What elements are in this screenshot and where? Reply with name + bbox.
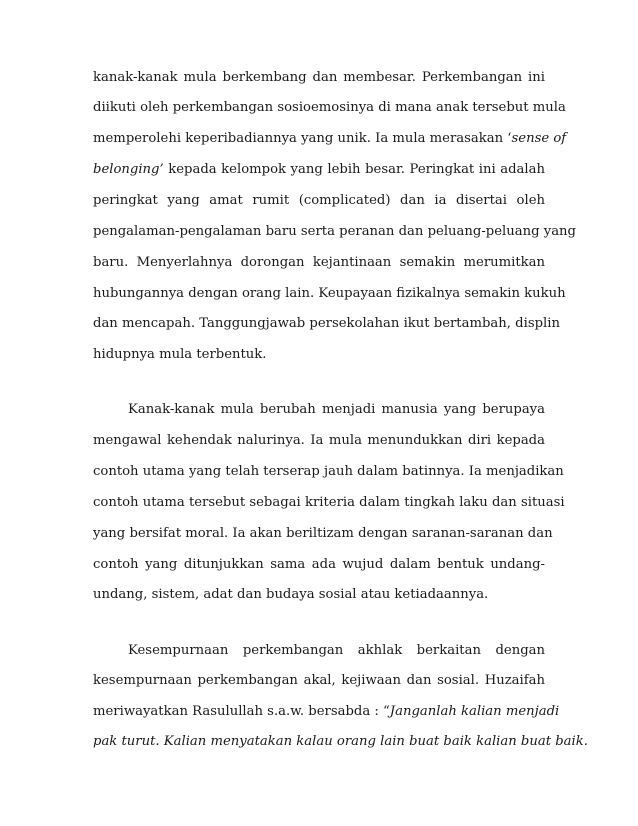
paragraph-2-line-3: contoh utama yang telah terserap jauh dalam batinnya. Ia menjadikan [93,464,564,479]
paragraph-3-line-3-text: meriwayatkan Rasulullah s.a.w. bersabda : “ [93,704,390,719]
paragraph-1-line-10: hidupnya mula terbentuk. [93,347,267,362]
italic-phrase-sense-of: sense of [511,131,567,146]
paragraph-2-line-6: contoh yang ditunjukkan sama ada wujud dalam bentuk undang- [93,557,545,572]
paragraph-3-line-1: Kesempurnaan perkembangan akhlak berkaitan dengan [128,643,545,658]
italic-phrase-belonging: belonging’ [93,162,164,177]
paragraph-2-line-7: undang, sistem, adat dan budaya sosial atau ketiadaannya. [93,587,489,602]
italic-hadith-quote-start: Janganlah kalian menjadi [389,704,560,719]
paragraph-1-line-9: dan mencapah. Tanggungjawab persekolahan ikut bertambah, displin [93,316,560,331]
paragraph-2-line-1: Kanak-kanak mula berubah menjadi manusia yang berupaya [128,402,545,417]
paragraph-2-line-5: yang bersifat moral. Ia akan beriltizam dengan saranan-saranan dan [93,526,553,541]
paragraph-2-line-4: contoh utama tersebut sebagai kriteria dalam tingkah laku dan situasi [93,495,565,510]
paragraph-1-line-1: kanak-kanak mula berkembang dan membesar. Perkembangan ini [93,70,545,85]
paragraph-3-line-2: kesempurnaan perkembangan akal, kejiwaan dan sosial. Huzaifah [93,673,545,688]
paragraph-1-line-8: hubungannya dengan orang lain. Keupayaan fizikalnya semakin kukuh [93,286,566,301]
paragraph-1-line-4-text: kepada kelompok yang lebih besar. Peringkat ini adalah [163,162,545,177]
paragraph-3-line-4: pak turut. Kalian menyatakan kalau orang lain buat baik kalian buat baik. [93,734,588,749]
paragraph-1-line-3-text: memperolehi keperibadiannya yang unik. Ia mula merasakan ‘ [93,131,512,146]
paragraph-1-line-7: baru. Menyerlahnya dorongan kejantinaan semakin merumitkan [93,255,545,270]
paragraph-1-line-2: diikuti oleh perkembangan sosioemosinya di mana anak tersebut mula [93,100,566,115]
paragraph-1-line-6: pengalaman-pengalaman baru serta peranan dan peluang-peluang yang [93,224,576,239]
paragraph-3-line-3 [93,701,560,723]
paragraph-1-line-5: peringkat yang amat rumit (complicated) dan ia disertai oleh [93,193,545,208]
paragraph-1-line-4 [93,159,545,181]
paragraph-2-line-2: mengawal kehendak nalurinya. Ia mula menundukkan diri kepada [93,433,545,448]
paragraph-1-line-3 [93,128,567,150]
